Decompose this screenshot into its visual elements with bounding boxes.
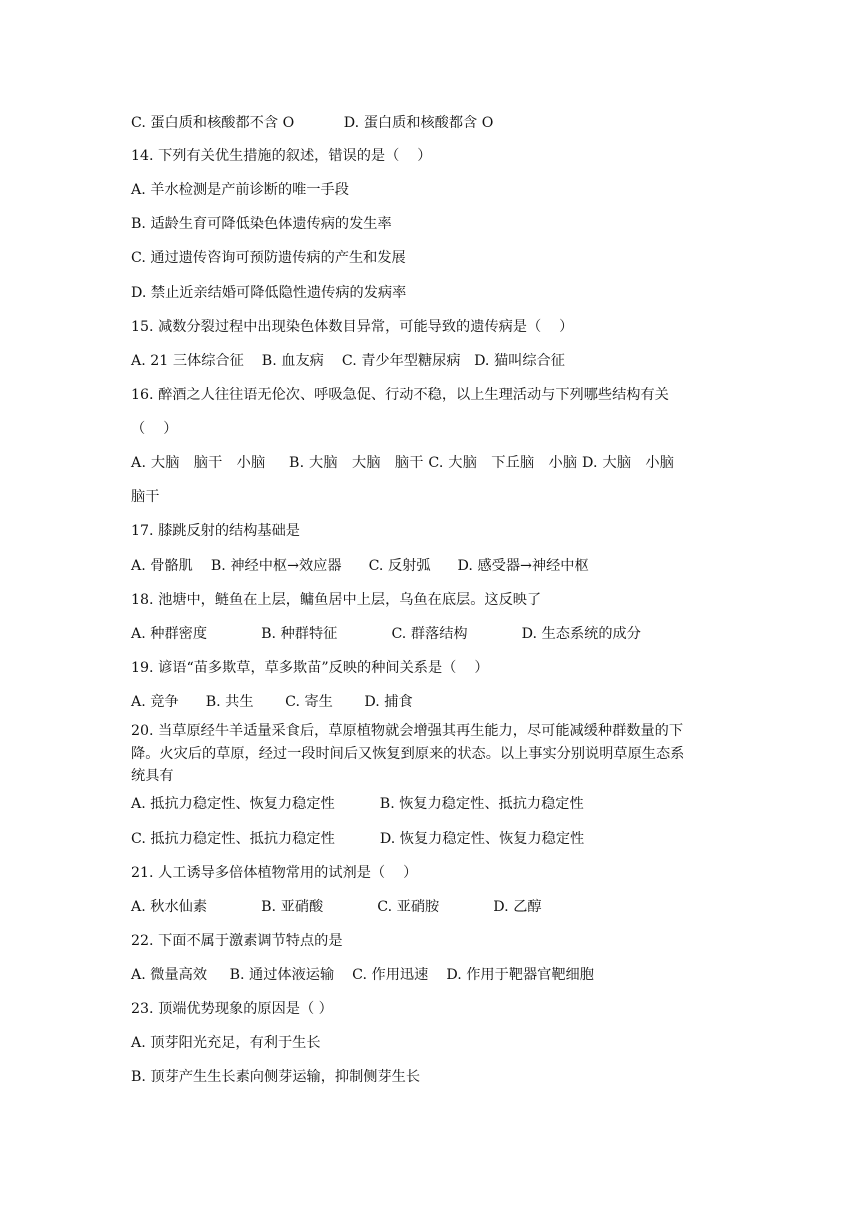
options-16: A. 大脑 脑干 小脑 B. 大脑 大脑 脑干 C. 大脑 下丘脑 小脑 D. 大脑 小脑 — [131, 455, 675, 471]
options-18: A. 种群密度 B. 种群特征 C. 群落结构 D. 生态系统的成分 — [131, 626, 641, 642]
options-20-ab: A. 抵抗力稳定性、恢复力稳定性 B. 恢复力稳定性、抵抗力稳定性 — [131, 796, 584, 812]
option-14-a: A. 羊水检测是产前诊断的唯一手段 — [131, 182, 349, 198]
option-23-a: A. 顶芽阳光充足，有利于生长 — [131, 1035, 321, 1051]
question-22: 22. 下面不属于激素调节特点的是 — [131, 933, 343, 949]
question-17: 17. 膝跳反射的结构基础是 — [131, 523, 300, 539]
options-15: A. 21 三体综合征 B. 血友病 C. 青少年型糖尿病 D. 猫叫综合征 — [131, 353, 565, 369]
question-19: 19. 谚语“苗多欺草，草多欺苗”反映的种间关系是（ ） — [131, 660, 489, 676]
question-16: 16. 醉酒之人往往语无伦次、呼吸急促、行动不稳，以上生理活动与下列哪些结构有关 — [131, 387, 669, 403]
option-13-cd: C. 蛋白质和核酸都不含 O D. 蛋白质和核酸都含 O — [131, 115, 494, 131]
option-14-b: B. 适龄生育可降低染色体遗传病的发生率 — [131, 216, 392, 232]
question-15: 15. 减数分裂过程中出现染色体数目异常，可能导致的遗传病是（ ） — [131, 319, 574, 335]
question-20-line1: 20. 当草原经牛羊适量采食后，草原植物就会增强其再生能力，尽可能减缓种群数量的下 — [131, 723, 684, 739]
options-21: A. 秋水仙素 B. 亚硝酸 C. 亚硝胺 D. 乙醇 — [131, 899, 542, 915]
options-20-cd: C. 抵抗力稳定性、抵抗力稳定性 D. 恢复力稳定性、恢复力稳定性 — [131, 831, 585, 847]
options-17: A. 骨骼肌 B. 神经中枢→效应器 C. 反射弧 D. 感受器→神经中枢 — [131, 558, 589, 574]
options-22: A. 微量高效 B. 通过体液运输 C. 作用迅速 D. 作用于靶器官靶细胞 — [131, 967, 594, 983]
options-16-cont: 脑干 — [131, 489, 160, 505]
question-23: 23. 顶端优势现象的原因是（ ） — [131, 1001, 333, 1017]
question-16-paren: （ ） — [131, 421, 178, 437]
question-21: 21. 人工诱导多倍体植物常用的试剂是（ ） — [131, 865, 418, 881]
option-23-b: B. 顶芽产生生长素向侧芽运输，抑制侧芽生长 — [131, 1069, 421, 1085]
option-14-d: D. 禁止近亲结婚可降低隐性遗传病的发病率 — [131, 285, 407, 301]
option-14-c: C. 通过遗传咨询可预防遗传病的产生和发展 — [131, 250, 406, 266]
question-14: 14. 下列有关优生措施的叙述，错误的是（ ） — [131, 148, 432, 164]
question-20-line2: 降。火灾后的草原，经过一段时间后又恢复到原来的状态。以上事实分别说明草原生态系 — [131, 746, 685, 762]
options-19: A. 竞争 B. 共生 C. 寄生 D. 捕食 — [131, 694, 413, 710]
question-18: 18. 池塘中，鲢鱼在上层，鳙鱼居中上层，乌鱼在底层。这反映了 — [131, 592, 542, 608]
question-20-line3: 统具有 — [131, 768, 174, 784]
